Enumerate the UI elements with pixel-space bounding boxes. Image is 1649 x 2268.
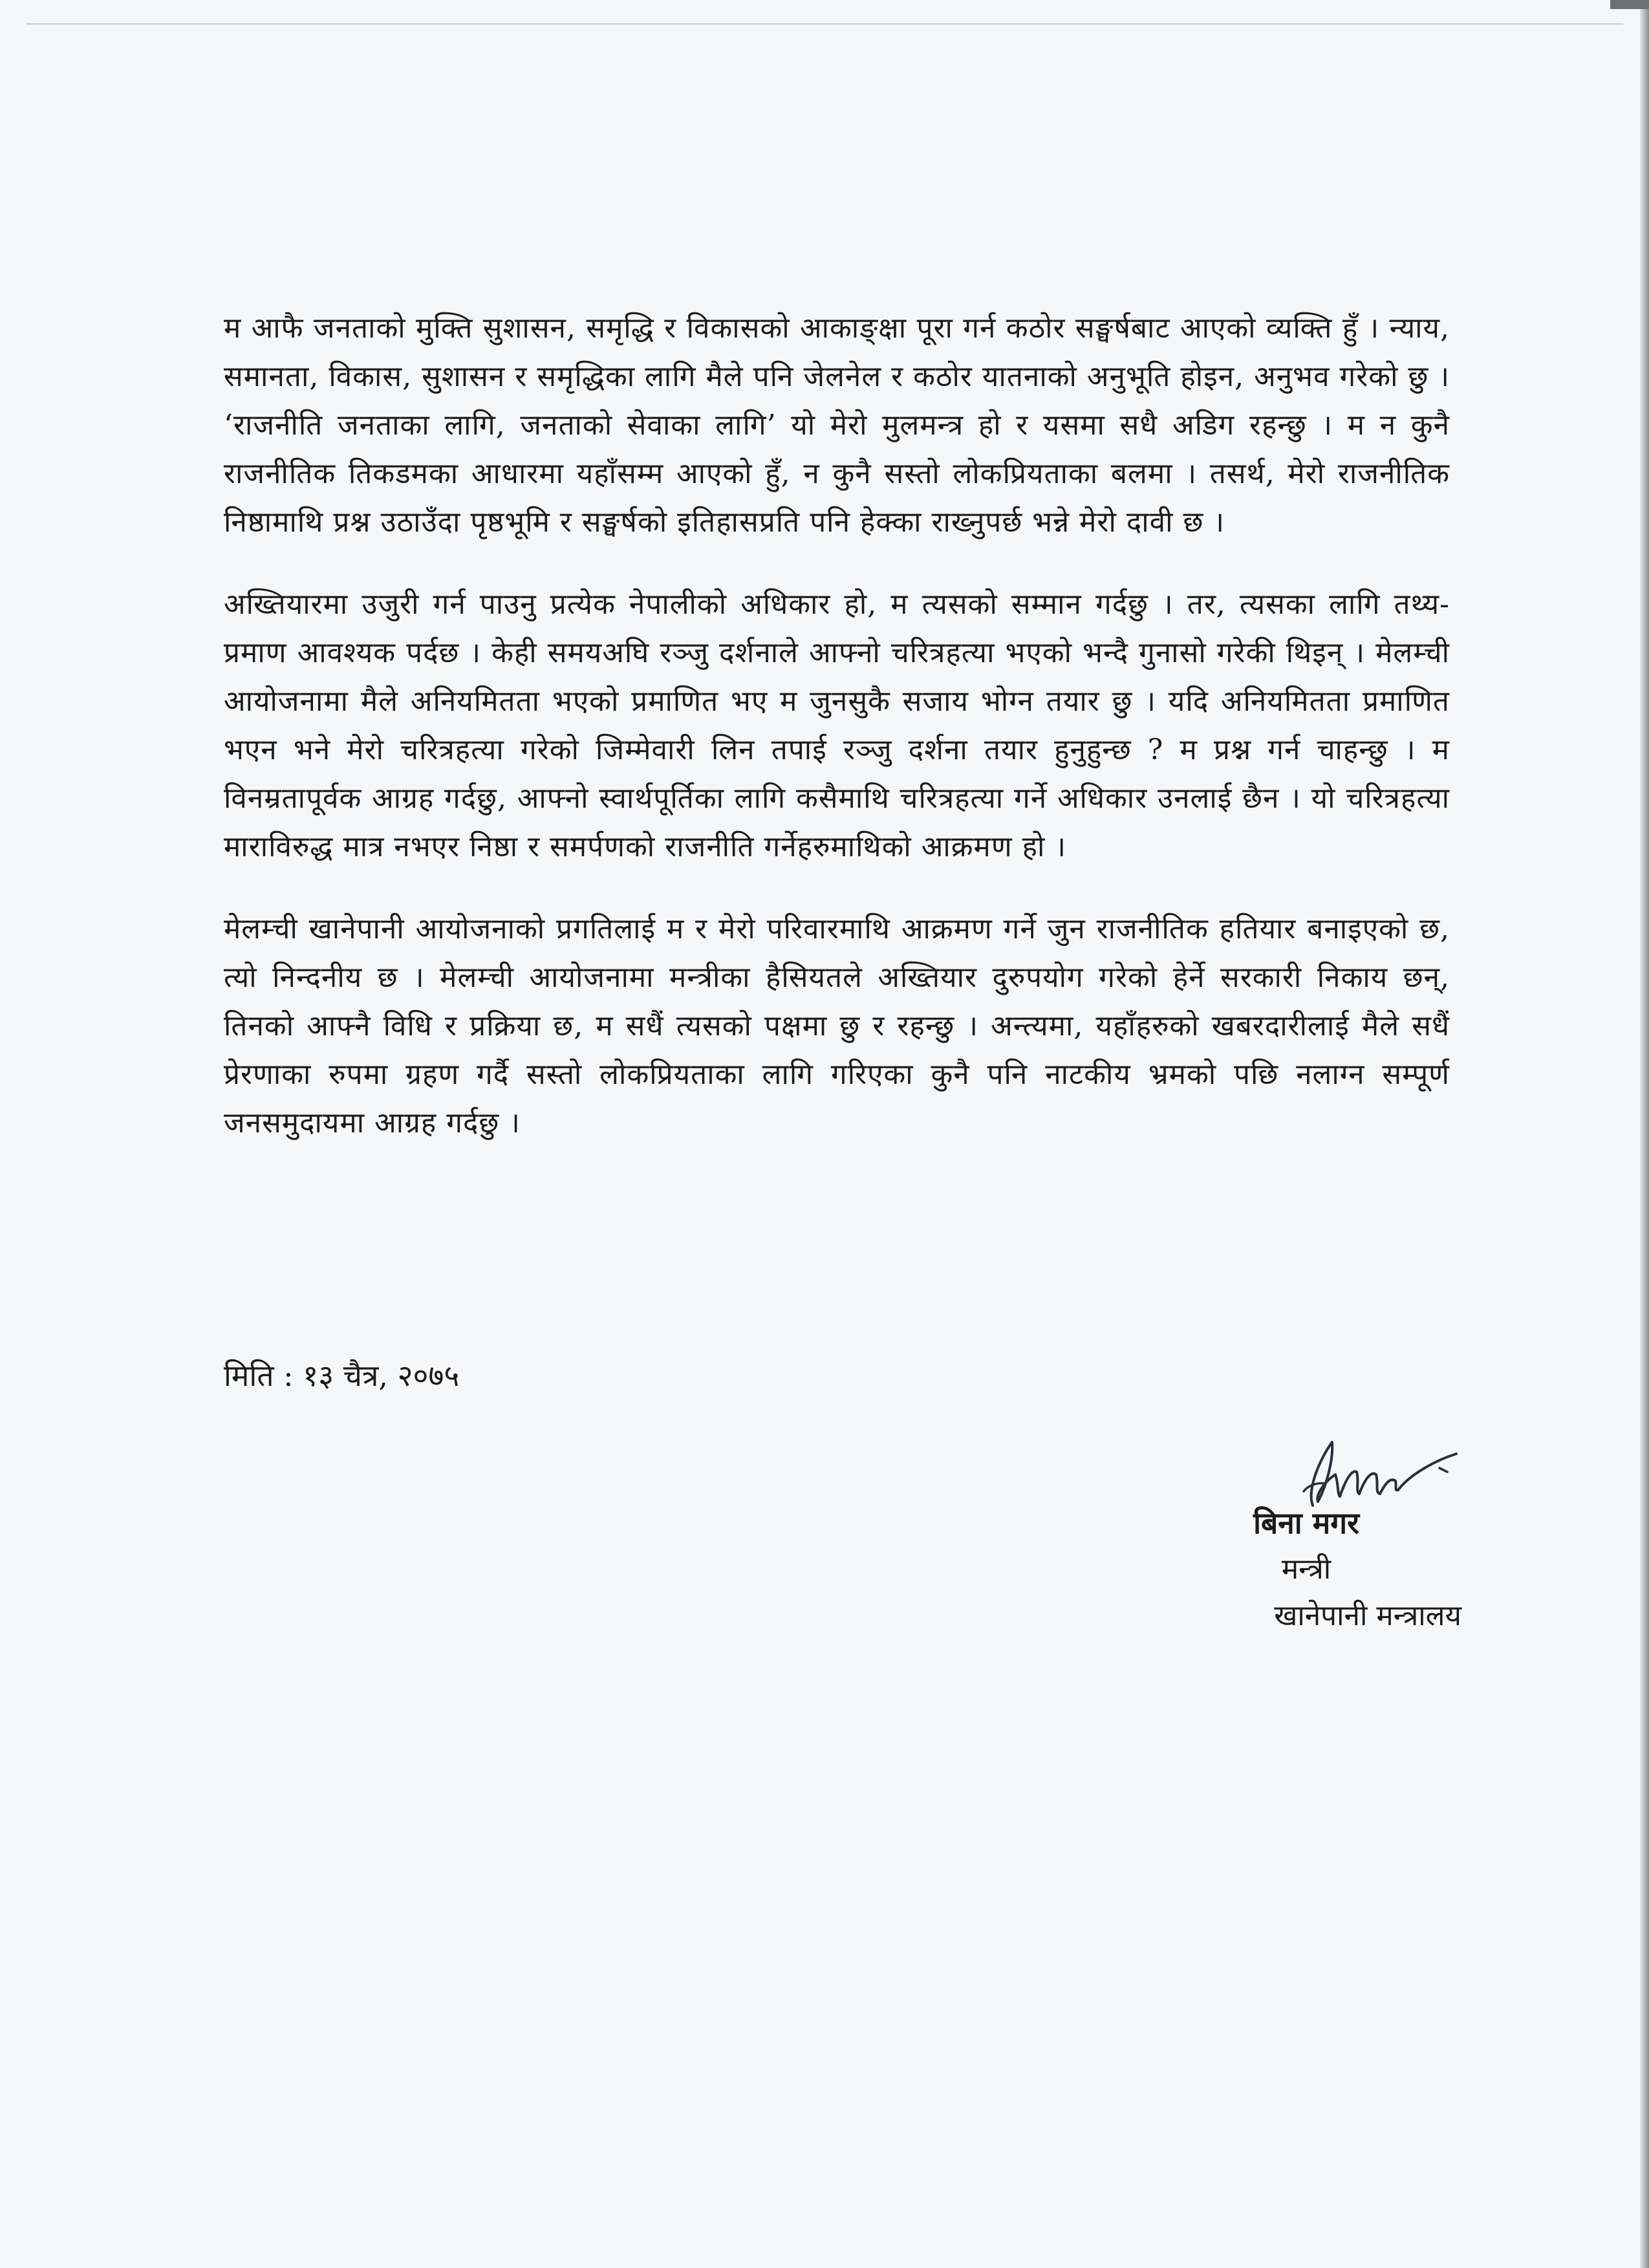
paragraph-1: म आफै जनताको मुक्ति सुशासन, समृद्धि र विकासको आकाङ्क्षा पूरा गर्न कठोर सङ्घर्षबाट आएको व्यक्ति हुँ । न्याय, समानता, विकास, सुशासन र समृद्धिका लागि मैले पनि जेलनेल र कठोर यातनाको अनुभूति होइन, अनुभव गरेको छु । ‘राजनीति जनताका लागि, जनताको सेवाका लागि’ यो मेरो मुलमन्त्र हो र यसमा सधै अडिग रहन्छु । म न कुनै राजनीतिक तिकडमका आधारमा यहाँसम्म आएको हुँ, न कुनै सस्तो लोकप्रियताका बलमा । तसर्थ, मेरो राजनीतिक निष्ठामाथि प्रश्न उठाउँदा पृष्ठभूमि र सङ्घर्षको इतिहासप्रति पनि हेक्का राख्नुपर्छ भन्ने मेरो दावी छ । [224, 312, 1450, 539]
scan-edge-top [26, 23, 1623, 25]
signatory-name: बिना मगर [1253, 1506, 1359, 1540]
signatory-office: खानेपानी मन्त्रालय [1274, 1599, 1461, 1632]
letter-date: मिति : १३ चैत्र, २०७५ [224, 1358, 460, 1393]
signature-block [1177, 1429, 1461, 1662]
paragraph-2: अख्तियारमा उजुरी गर्न पाउनु प्रत्येक नेपालीको अधिकार हो, म त्यसको सम्मान गर्दछु । तर, त्यसका लागि तथ्य-प्रमाण आवश्यक पर्दछ । केही समयअघि रञ्जु दर्शनाले आफ्नो चरित्रहत्या भएको भन्दै गुनासो गरेकी थिइन् । मेलम्ची आयोजनामा मैले अनियमितता भएको प्रमाणित भए म जुनसुकै सजाय भोग्न तयार छु । यदि अनियमितता प्रमाणित भएन भने मेरो चरित्रहत्या गरेको जिम्मेवारी लिन तपाई रञ्जु दर्शना तयार हुनुहुन्छ ? म प्रश्न गर्न चाहन्छु । म विनम्रतापूर्वक आग्रह गर्दछु, आफ्नो स्वार्थपूर्तिका लागि कसैमाथि चरित्रहत्या गर्ने अधिकार उनलाई छैन । यो चरित्रहत्या माराविरुद्ध मात्र नभएर निष्ठा र समर्पणको राजनीति गर्नेहरुमाथिको आक्रमण हो । [224, 588, 1450, 863]
letter-body [224, 304, 1450, 1181]
signatory-title: मन्त्री [1281, 1553, 1331, 1586]
scan-edge-right [1640, 0, 1649, 2268]
paragraph-3: मेलम्ची खानेपानी आयोजनाको प्रगतिलाई म र मेरो परिवारमाथि आक्रमण गर्ने जुन राजनीतिक हतियार बनाइएको छ, त्यो निन्दनीय छ । मेलम्ची आयोजनामा मन्त्रीका हैसियतले अख्तियार दुरुपयोग गरेको हेर्ने सरकारी निकाय छन्, तिनको आफ्नै विधि र प्रक्रिया छ, म सधैं त्यसको पक्षमा छु र रहन्छु । अन्त्यमा, यहाँहरुको खबरदारीलाई मैले सधैं प्रेरणाका रुपमा ग्रहण गर्दै सस्तो लोकप्रियताका लागि गरिएका कुनै पनि नाटकीय भ्रमको पछि नलाग्न सम्पूर्ण जनसमुदायमा आग्रह गर्दछु । [224, 913, 1450, 1139]
scan-corner [1610, 0, 1649, 9]
